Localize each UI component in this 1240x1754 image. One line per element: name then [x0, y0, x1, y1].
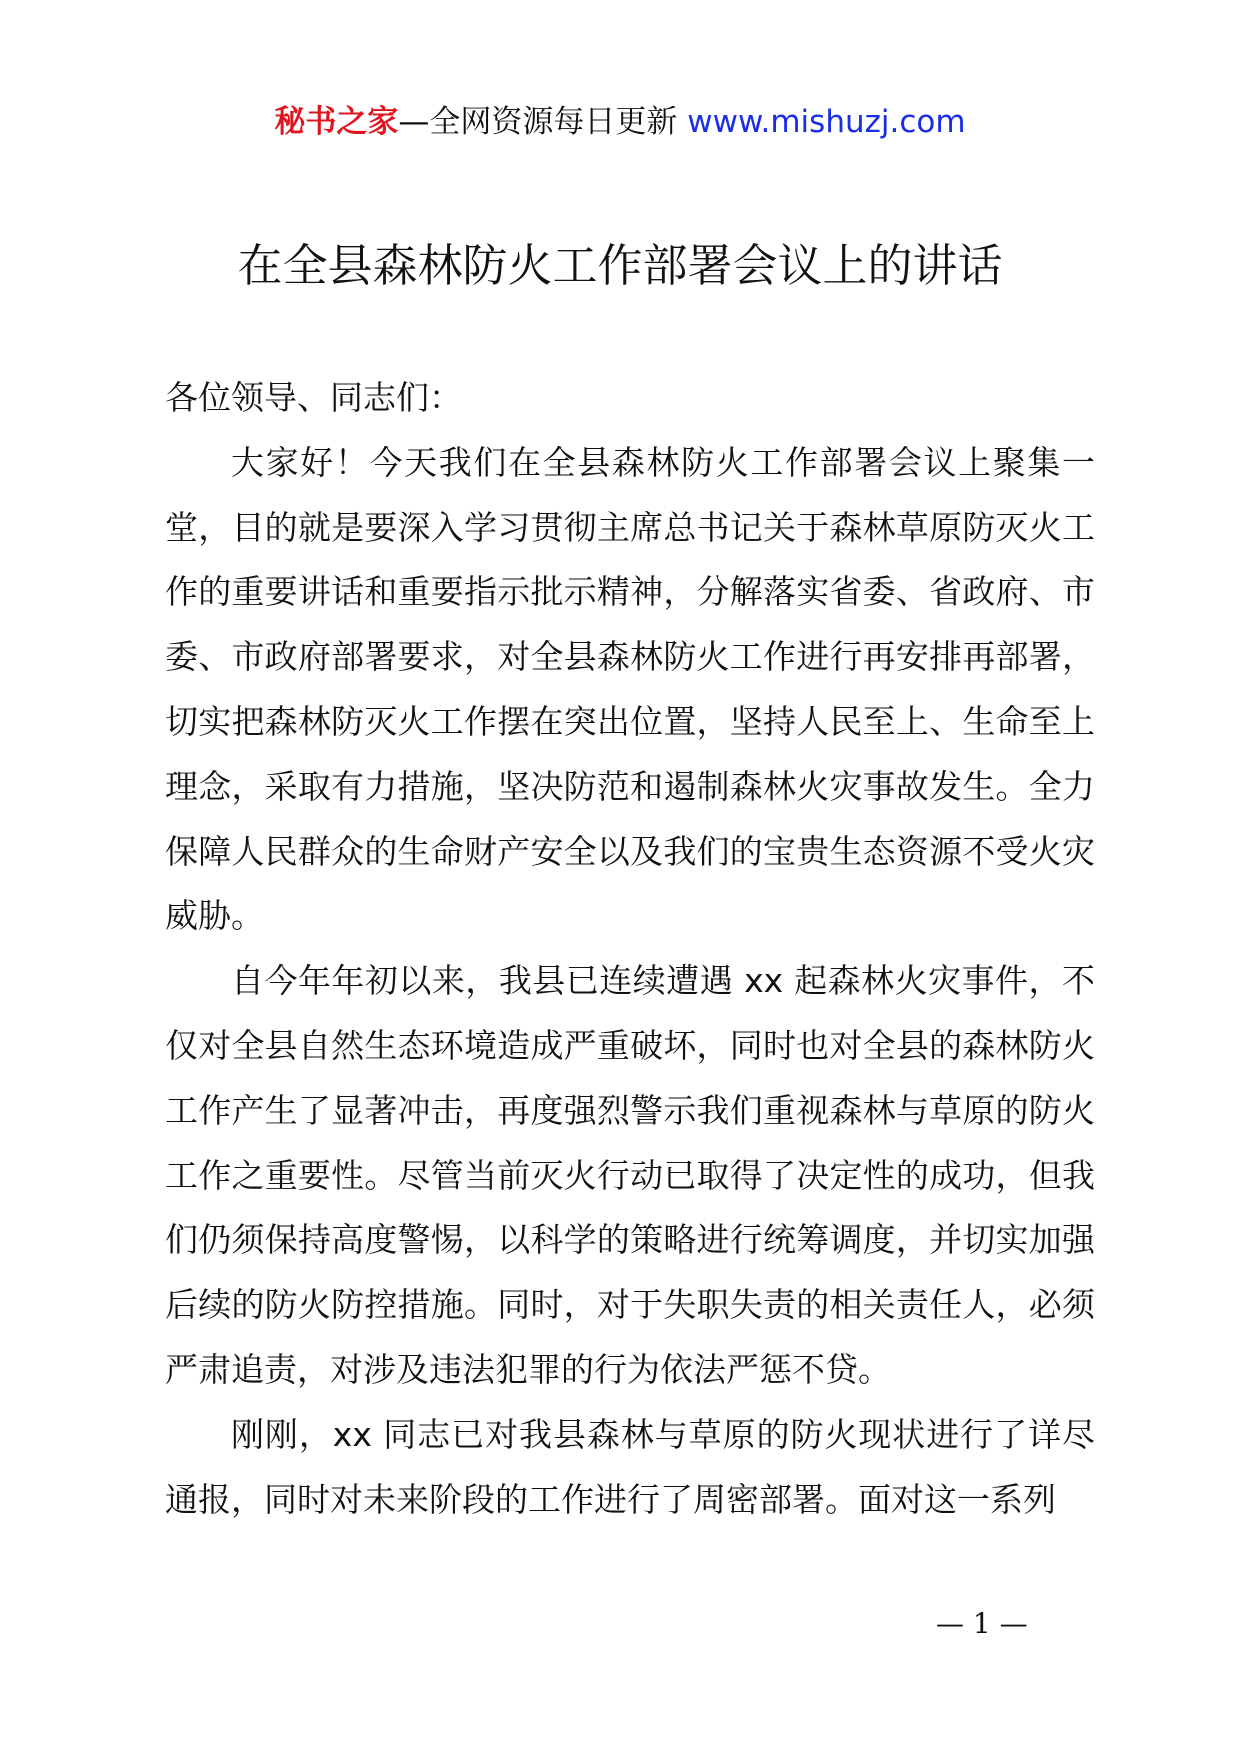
site-brand: 秘书之家: [274, 104, 399, 140]
site-header: [0, 100, 1240, 144]
body-paragraph-1: 大家好！今天我们在全县森林防火工作部署会议上聚集一堂，目的就是要深入学习贯彻主席总书记关于森林草原防灭火工作的重要讲话和重要指示批示精神，分解落实省委、省政府、市委、市政府部署要求，对全县森林防火工作进行再安排再部署，切实把森林防灭火工作摆在突出位置，坚持人民至上、生命至上理念，采取有力措施，坚决防范和遏制森林火灾事故发生。全力保障人民群众的生命财产安全以及我们的宝贵生态资源不受火灾威胁。: [165, 442, 1095, 936]
document-title: 在全县森林防火工作部署会议上的讲话: [237, 239, 1003, 292]
document-body: [165, 366, 1095, 1532]
site-tagline: —全网资源每日更新: [398, 104, 678, 140]
salutation: 各位领导、同志们：: [165, 378, 462, 417]
body-paragraph-3: 刚刚，xx 同志已对我县森林与草原的防火现状进行了详尽通报，同时对未来阶段的工作进行了周密部署。面对这一系列: [165, 1414, 1095, 1519]
site-url-link[interactable]: www.mishuzj.com: [687, 104, 966, 140]
body-paragraph-2: 自今年年初以来，我县已连续遭遇 xx 起森林火灾事件，不仅对全县自然生态环境造成严重破坏，同时也对全县的森林防火工作产生了显著冲击，再度强烈警示我们重视森林与草原的防火工作之重要性。尽管当前灭火行动已取得了决定性的成功，但我们仍须保持高度警惕，以科学的策略进行统筹调度，并切实加强后续的防火防控措施。同时，对于失职失责的相关责任人，必须严肃追责，对涉及违法犯罪的行为依法严惩不贷。: [165, 961, 1095, 1389]
page-number: — 1 —: [936, 1607, 1028, 1640]
